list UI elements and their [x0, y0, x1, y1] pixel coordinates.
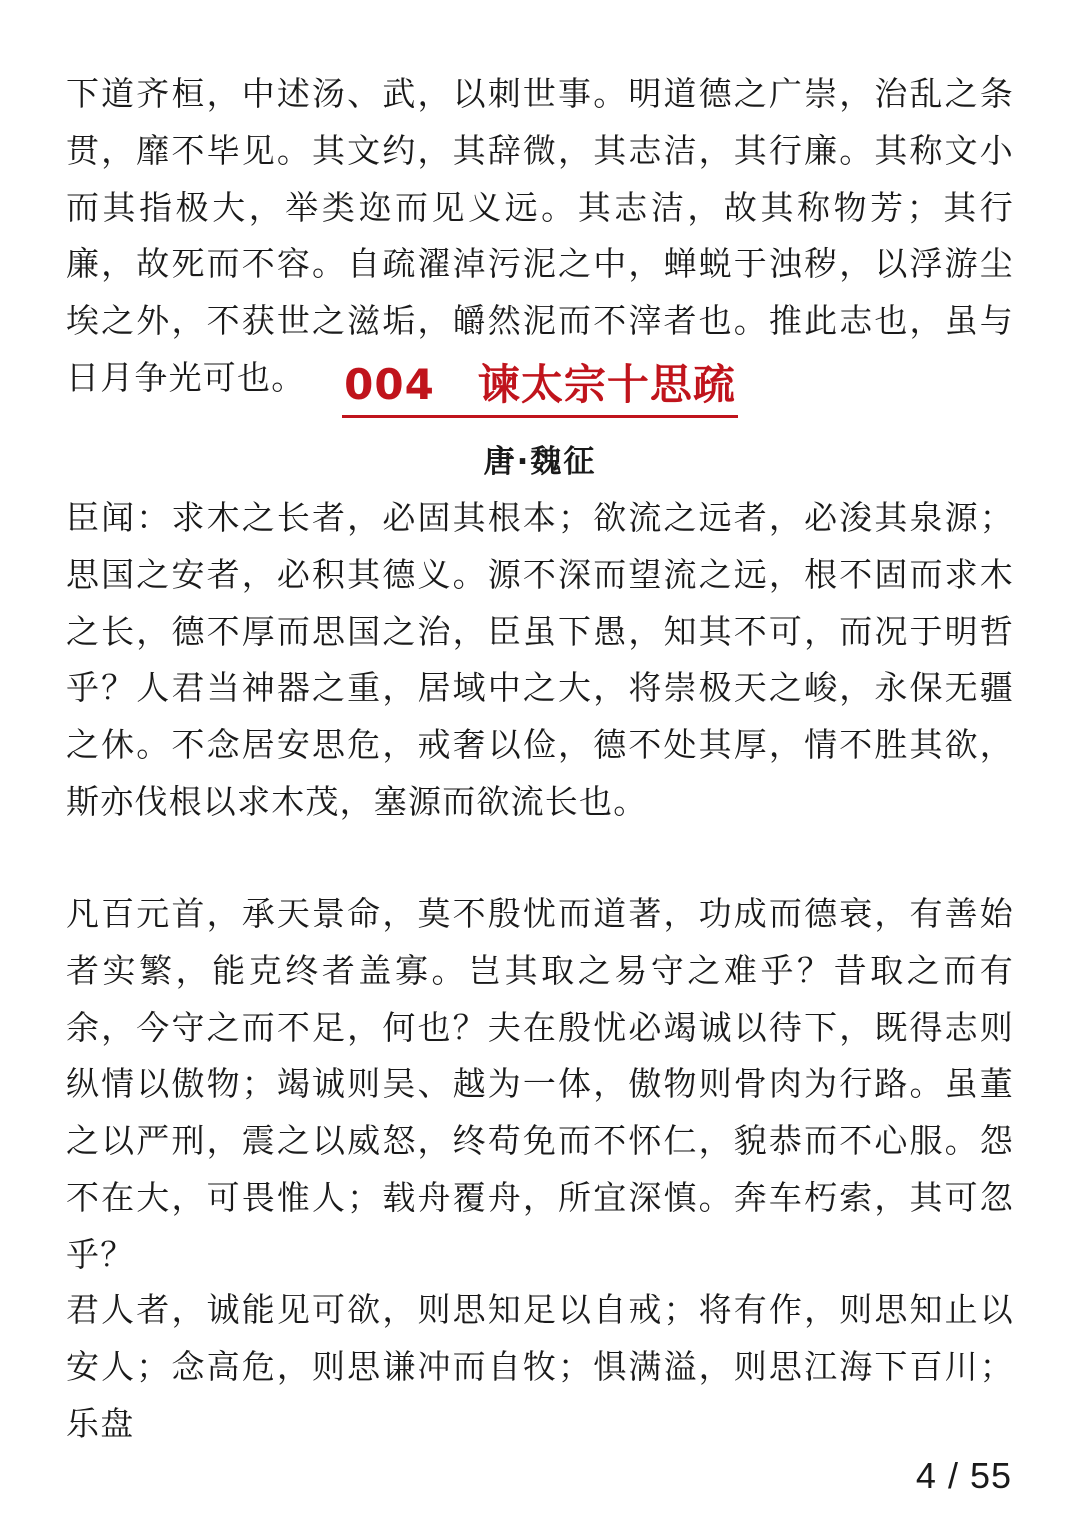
paragraph: 凡百元首，承天景命，莫不殷忧而道著，功成而德衰，有善始者实繁，能克终者盖寡。岂其取之易守之难乎？昔取之而有余，今守之而不足，何也？夫在殷忧必竭诚以待下，既得志则纵情以傲物；竭诚则吴、越为一体，傲物则骨肉为行路。虽董之以严刑，震之以威怒，终苟免而不怀仁，貌恭而不心服。怨不在大，可畏惟人；载舟覆舟，所宜深慎。奔车朽索，其可忽乎？ [66, 894, 1014, 1274]
paragraph: 臣闻：求木之长者，必固其根本；欲流之远者，必浚其泉源；思国之安者，必积其德义。源不深而望流之远，根不固而求木之长，德不厚而思国之治，臣虽下愚，知其不可，而况于明哲乎？人君当神器之重，居域中之大，将崇极天之峻，永保无疆之休。不念居安思危，戒奢以俭，德不处其厚，情不胜其欲，斯亦伐根以求木茂，塞源而欲流长也。 [66, 498, 1014, 821]
page-number: 4 / 55 [915, 1455, 1012, 1496]
paragraph-continued: 下道齐桓，中述汤、武，以刺世事。明道德之广崇，治乱之条贯，靡不毕见。其文约，其辞微，其志洁，其行廉。其称文小而其指极大，举类迩而见义远。其志洁，故其称物芳；其行廉，故死而不容。自疏濯淖污泥之中，蝉蜕于浊秽，以浮游尘埃之外，不获世之滋垢，皭然泥而不滓者也。推此志也，虽与日月争光可也。 [66, 74, 1014, 397]
paragraph: 君人者，诚能见可欲，则思知足以自戒；将有作，则思知止以安人；念高危，则思谦冲而自牧；惧满溢，则思江海下百川；乐盘 [66, 1290, 1014, 1443]
author-line: 唐·魏征 [483, 444, 597, 480]
section-title-text: 004 谏太宗十思疏 [342, 357, 738, 418]
section-title [0, 357, 1080, 418]
